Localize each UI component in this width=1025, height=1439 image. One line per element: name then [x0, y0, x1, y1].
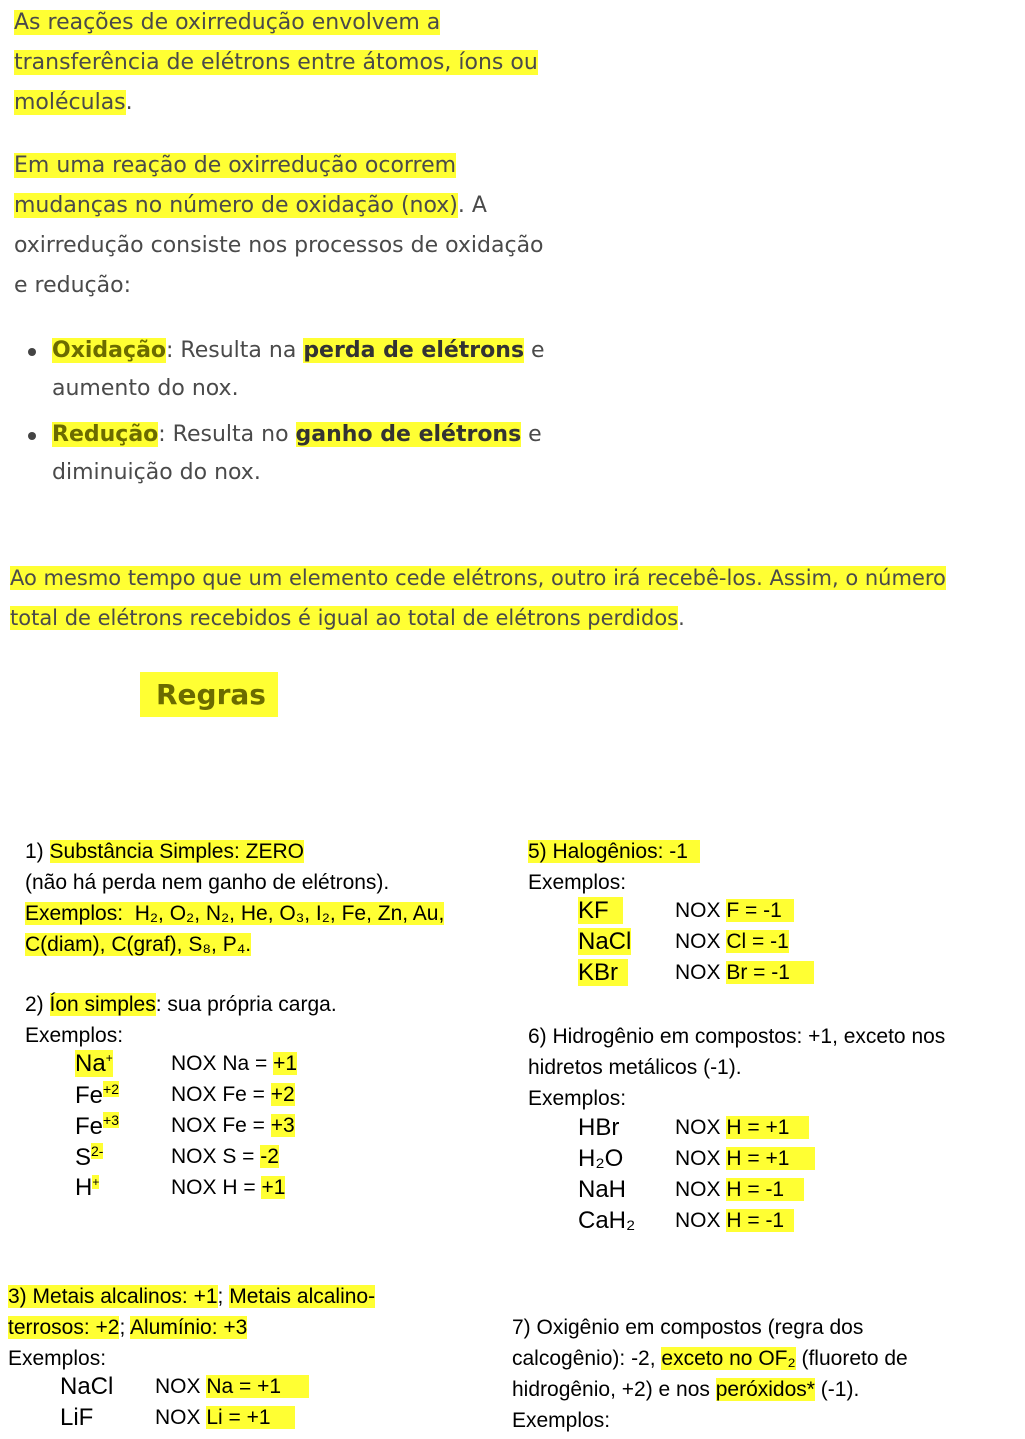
rule-description: hidretos metálicos (-1). [528, 1056, 742, 1079]
ion-formula [75, 1174, 99, 1201]
nox-label: NOX [675, 930, 727, 953]
bullet-bold: ganho de elétrons [295, 422, 522, 447]
rule-description: : sua própria carga. [155, 993, 337, 1016]
ion-element: S [75, 1144, 92, 1171]
ion-formula [75, 1082, 119, 1109]
nox-text [171, 1176, 285, 1200]
bullet-oxidacao [52, 332, 545, 408]
nox-value: -2 [260, 1145, 279, 1168]
nox-value: Li = +1 [206, 1406, 294, 1429]
bullet-bold: perda de elétrons [303, 338, 525, 363]
nox-label: NOX Na = [171, 1052, 274, 1075]
nox-text [675, 1209, 794, 1233]
bullet-dot [28, 432, 36, 440]
rule-text: (-1). [814, 1378, 860, 1401]
rule-value: ZERO [245, 840, 304, 863]
nox-value: +1 [261, 1176, 286, 1199]
compound-formula: H₂O [578, 1145, 624, 1172]
section-heading: Regras [140, 672, 278, 717]
nox-text [155, 1375, 309, 1399]
rule-title: Metais alcalinos: +1 [32, 1285, 218, 1308]
nox-text [675, 899, 794, 923]
period: . [125, 90, 133, 115]
rule-5-example-row [578, 928, 789, 956]
wide-line: Ao mesmo tempo que um elemento cede elétrons, outro irá recebê-los. Assim, o número [10, 566, 946, 590]
nox-value: +2 [270, 1083, 295, 1106]
rule-2-example-row [75, 1174, 286, 1202]
rule-text: calcogênio): -2, [512, 1347, 662, 1370]
nox-value: Br = -1 [726, 961, 814, 984]
rule-3 [8, 1281, 375, 1374]
bullet-line2: diminuição do nox. [52, 460, 261, 485]
rule-6-example-row [578, 1114, 790, 1142]
rule-1 [25, 836, 444, 960]
nox-value: H = -1 [726, 1178, 804, 1201]
ion-charge: + [92, 1175, 100, 1189]
rule-3-example-row [60, 1404, 271, 1432]
nox-label: NOX [675, 1178, 727, 1201]
nox-label: NOX [155, 1406, 207, 1429]
nox-value: Cl = -1 [726, 930, 789, 953]
nox-text [675, 1178, 804, 1202]
intro-line: moléculas [14, 90, 126, 115]
nox-value: +1 [273, 1052, 298, 1075]
nox-value: H = +1 [726, 1116, 809, 1139]
nox-text [171, 1052, 297, 1076]
rule-description: (não há perda nem ganho de elétrons). [25, 871, 390, 894]
rule-6-example-row [578, 1145, 790, 1173]
ion-formula [75, 1113, 119, 1140]
nox-text [171, 1114, 295, 1138]
rule-title: 6) Hidrogênio em compostos: +1, exceto nos [528, 1025, 946, 1048]
intro-line: oxirredução consiste nos processos de oxidação [14, 233, 544, 258]
intro-line: mudanças no número de oxidação (nox) [14, 193, 458, 218]
bullet-text: : Resulta no [158, 422, 296, 447]
wide-paragraph [10, 558, 946, 638]
rule-2-example-row [75, 1143, 279, 1172]
nox-label: NOX Fe = [171, 1083, 271, 1106]
examples-label: Exemplos: [25, 1024, 124, 1047]
bullet-line2: aumento do nox. [52, 376, 239, 401]
nox-label: NOX [675, 961, 727, 984]
nox-label: NOX S = [171, 1145, 261, 1168]
nox-label: NOX [675, 1116, 727, 1139]
rule-3-example-row [60, 1373, 282, 1401]
nox-label: NOX [675, 899, 727, 922]
rule-text: (fluoreto de [795, 1347, 908, 1370]
bullet-text: e [521, 422, 542, 447]
nox-value: Na = +1 [206, 1375, 309, 1398]
separator: ; [119, 1316, 130, 1339]
wide-line: total de elétrons recebidos é igual ao total de elétrons perdidos [10, 606, 679, 630]
intro-line: Em uma reação de oxirredução ocorrem [14, 153, 457, 178]
bullet-term: Oxidação [52, 338, 167, 363]
rule-6 [528, 1021, 945, 1114]
rule-number: 3) [8, 1285, 33, 1308]
intro-paragraph-2 [14, 146, 544, 306]
examples-label: Exemplos: [528, 871, 627, 894]
ion-charge: +2 [103, 1081, 119, 1097]
nox-text [171, 1145, 279, 1169]
separator: ; [217, 1285, 230, 1308]
nox-label: NOX H = [171, 1176, 262, 1199]
ion-element: Fe [75, 1082, 104, 1109]
nox-value: +3 [270, 1114, 295, 1137]
ion-formula [75, 1144, 103, 1171]
rule-2 [25, 989, 337, 1051]
rule-7 [512, 1312, 908, 1436]
compound-formula: LiF [60, 1404, 94, 1431]
rule-title: terrosos: +2 [8, 1316, 120, 1339]
ion-charge: +3 [103, 1112, 119, 1128]
bullet-text: e [524, 338, 545, 363]
nox-text [675, 961, 814, 985]
nox-label: NOX [155, 1375, 207, 1398]
intro-line: transferência de elétrons entre átomos, íons ou [14, 50, 538, 75]
compound-formula: NaCl [578, 928, 632, 955]
bullet-dot [28, 348, 36, 356]
rule-2-example-row [75, 1081, 295, 1110]
examples-label: Exemplos: [512, 1409, 611, 1432]
rule-title: 5) Halogênios: -1 [528, 840, 700, 863]
nox-text [675, 1147, 815, 1171]
examples-label: Exemplos: [528, 1087, 627, 1110]
compound-formula: KF [578, 897, 623, 924]
rule-exception: peróxidos* [715, 1378, 815, 1401]
nox-text [155, 1406, 295, 1430]
nox-value: F = -1 [726, 899, 793, 922]
nox-value: H = -1 [726, 1209, 794, 1232]
rule-5 [528, 836, 700, 898]
ion-charge: + [105, 1051, 113, 1065]
examples-label: Exemplos: [8, 1347, 107, 1370]
rule-2-example-row [75, 1112, 295, 1141]
rule-number: 2) [25, 993, 50, 1016]
rule-6-example-row [578, 1207, 785, 1235]
ion-formula [75, 1050, 113, 1077]
intro-paragraph-1 [14, 3, 538, 123]
rule-5-example-row [578, 959, 790, 987]
compound-formula: HBr [578, 1114, 620, 1141]
nox-text [675, 930, 789, 954]
rule-title: Alumínio: +3 [130, 1316, 248, 1339]
rule-text: hidrogênio, +2) e nos [512, 1378, 716, 1401]
nox-text [171, 1083, 295, 1107]
compound-formula: NaH [578, 1176, 627, 1203]
rule-title: Metais alcalino- [229, 1285, 376, 1308]
intro-line: e redução: [14, 273, 131, 298]
nox-label: NOX [675, 1209, 727, 1232]
rule-5-example-row [578, 897, 782, 925]
period: . [678, 606, 685, 630]
rule-2-example-row [75, 1050, 298, 1078]
ion-charge: 2- [91, 1143, 104, 1159]
examples-label: Exemplos: [25, 902, 135, 925]
rule-number: 1) [25, 840, 50, 863]
compound-formula: KBr [578, 959, 628, 986]
examples-list: H₂, O₂, N₂, He, O₃, I₂, Fe, Zn, Au, [134, 902, 445, 925]
rule-title: Íon simples [49, 993, 156, 1016]
nox-label: NOX [675, 1147, 727, 1170]
compound-formula: CaH₂ [578, 1207, 636, 1234]
ion-element: H [75, 1174, 93, 1201]
bullet-term: Redução [52, 422, 159, 447]
intro-text: . A [457, 193, 487, 218]
rule-exception: exceto no OF₂ [661, 1347, 796, 1370]
rule-title: 7) Oxigênio em compostos (regra dos [512, 1316, 864, 1339]
rule-6-example-row [578, 1176, 785, 1204]
compound-formula: NaCl [60, 1373, 114, 1400]
nox-label: NOX Fe = [171, 1114, 271, 1137]
bullet-reducao [52, 416, 542, 492]
ion-element: Fe [75, 1113, 104, 1140]
rule-title: Substância Simples: [49, 840, 246, 863]
ion-element: Na [75, 1050, 106, 1077]
nox-value: H = +1 [726, 1147, 815, 1170]
intro-line: As reações de oxirredução envolvem a [14, 10, 441, 35]
examples-list: C(diam), C(graf), S₈, P₄. [25, 933, 252, 956]
bullet-text: : Resulta na [166, 338, 304, 363]
nox-text [675, 1116, 809, 1140]
